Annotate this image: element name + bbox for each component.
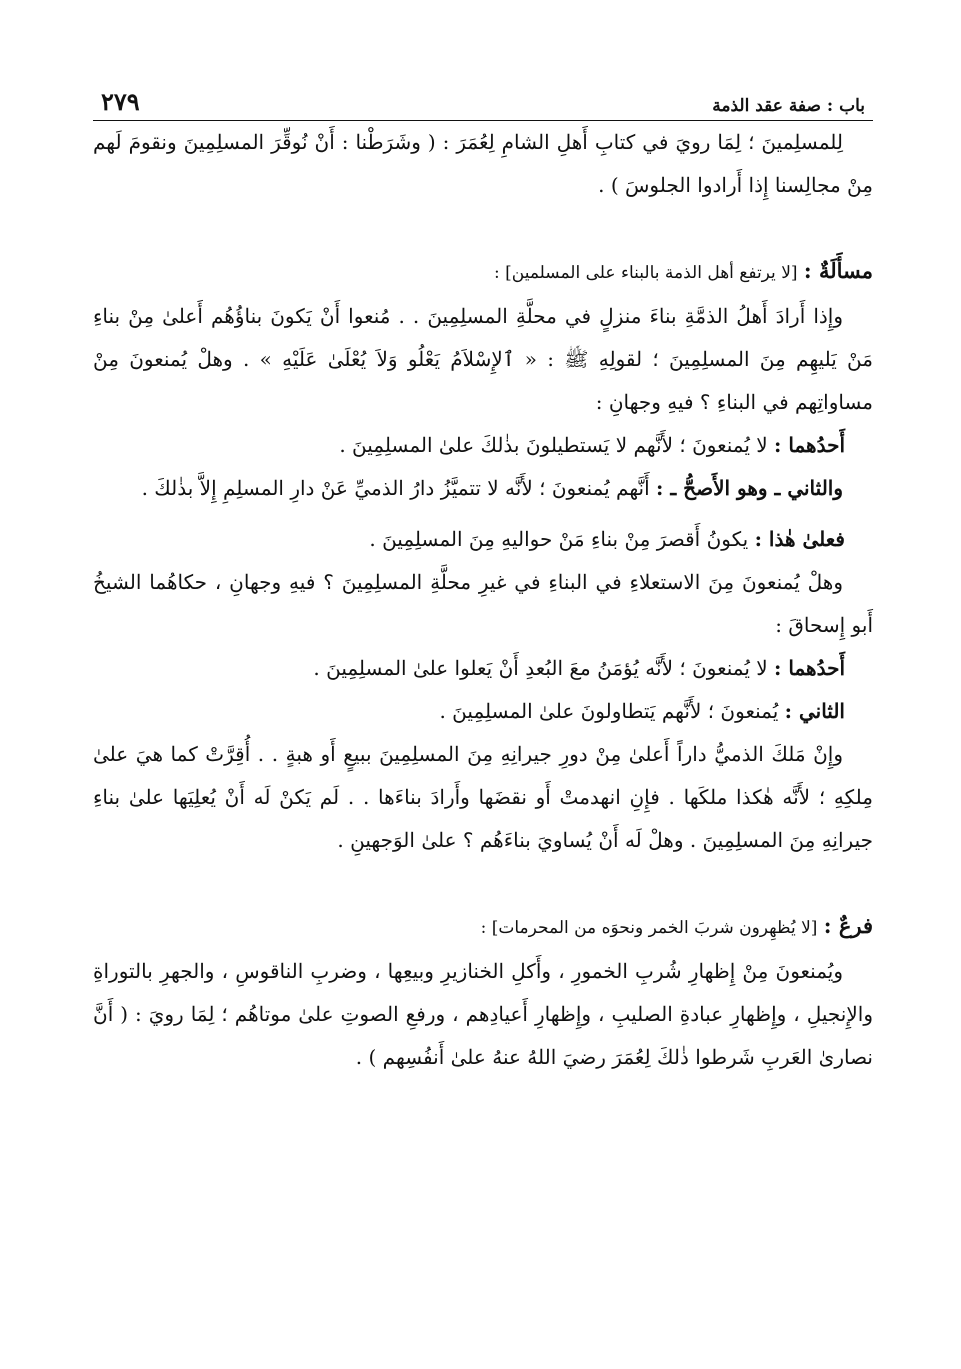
heading-term: مسأَلَةٌ : [803,258,873,283]
paragraph-text: أَنَّهم يُمنعونَ ؛ لأَنَّه لا تتميَّزُ دارُ الذميِّ عَنْ دارِ المسلِمِ إِلاَّ بذٰلكَ . [141,476,650,500]
paragraph-first-view [93,424,873,467]
paragraph: وإِذا أَرادَ أَهلُ الذمَّةِ بناءَ منزلٍ في محلَّةِ المسلِمِينَ . . مُنعوا أَنْ يَكونَ بناؤُهُم أَعلىٰ مِنْ بناءِ مَنْ يَليهِم مِنَ المسلِمِينَ ؛ لقولِهِ ﷺ : « ٱلإِسْلاَمُ يَعْلُو وَلاَ يُعْلَىٰ عَلَيْهِ » . وهلْ يُمنعونَ مِنْ مساواتِهم في البناءِ ؟ فيهِ وجهانِ : [93,304,873,414]
paragraph-second-view [93,690,873,733]
paragraph: وإِنْ مَلكَ الذميُّ داراً أَعلىٰ مِنْ دورِ جيرانِهِ مِنَ المسلِمِينَ ببيعٍ أَو هبةٍ . . أُقِرَّتْ كما هيَ علىٰ مِلكِهِ ؛ لأَنَّه هٰكذا ملكَها . فإِنِ انهدمتْ أَو نقضَها وأَرادَ بناءَها . . لَم يَكنْ لَه أَنْ يُعلِيَها علىٰ بناءِ جيرانِهِ مِنَ المسلِمِينَ . وهلْ لَه أَنْ يُساويَ بناءَهُم ؟ علىٰ الوَجهينِ . [93,742,873,852]
page-number: ٢٧٩ [101,87,140,116]
paragraph-lead: فعلىٰ هٰذا : [754,527,845,551]
paragraph-text: لا يُمنعونَ ؛ لأَنَّه يُؤمَنُ معَ البُعدِ أَنْ يَعلوا علىٰ المسلِمِينَ . [313,656,768,680]
paragraph-text: يكونُ أَقصرَ مِنْ بناءِ مَنْ حواليهِ مِنَ المسلِمِينَ . [369,527,749,551]
paragraph: ويُمنعونَ مِنْ إِظهارِ شُربِ الخمورِ ، وأَكلِ الخنازيرِ وبيعِها ، وضربِ الناقوسِ ، والجهرِ بالتوراةِ والإِنجيلِ ، وإِظهارِ عبادةِ الصليبِ ، وإِظهارِ أَعيادِهم ، ورفعِ الصوتِ علىٰ موتاهُم ؛ لِمَا رويَ : ( أَنَّ نصارىٰ العَربِ شَرطوا ذٰلكَ لِعُمَرَ رضيَ اللهُ عنهُ علىٰ أَنفُسِهم ) . [93,959,873,1069]
paragraph-continuation: لِلمسلِمينَ ؛ لِمَا رويَ في كتابِ أَهلِ الشامِ لِعُمَرَ : ( وشَرَطْنا : أَنْ نُوقِّرَ المسلِمِينَ ونقومَ لَهم مِنْ مجالِسنا إِذا أَرادوا الجلوسَ ) . [93,130,873,197]
paragraph-lead: أَحدُهما : [774,433,845,457]
paragraph-text: يُمنعونَ ؛ لأَنَّهم يَتطاولونَ علىٰ المسلِمِينَ . [439,699,779,723]
paragraph-lead: أَحدُهما : [774,656,845,680]
paragraph-lead: والثاني ـ وهو الأَصحُّ ـ : [656,476,843,500]
heading-title: [لا يُظهِرون شربَ الخمر ونحوَه من المحرمات] : [480,918,818,938]
page-header [93,78,873,121]
heading-title: [لا يرتفع أهل الذمة بالبناء على المسلمين] : [494,263,798,283]
paragraph-first-view [93,647,873,690]
running-head: باب : صفة عقد الذمة [712,96,865,116]
paragraph-second-view [93,467,873,510]
section-heading-far [93,904,873,950]
paragraph: وهلْ يُمنعونَ مِنَ الاستعلاءِ في البناءِ في غيرِ محلَّةِ المسلِمِينَ ؟ فيهِ وجهانِ ، حكاهُما الشيخُ أَبو إِسحاقَ : [93,570,873,637]
paragraph-consequence [93,518,873,561]
document-page [93,78,873,1079]
paragraph-text: لا يُمنعونَ ؛ لأَنَّهم لا يَستطيلونَ بذٰلكَ علىٰ المسلِمِينَ . [339,433,768,457]
section-heading-masala [93,249,873,295]
heading-term: فرعٌ : [823,913,873,938]
paragraph-lead: الثاني : [784,699,845,723]
